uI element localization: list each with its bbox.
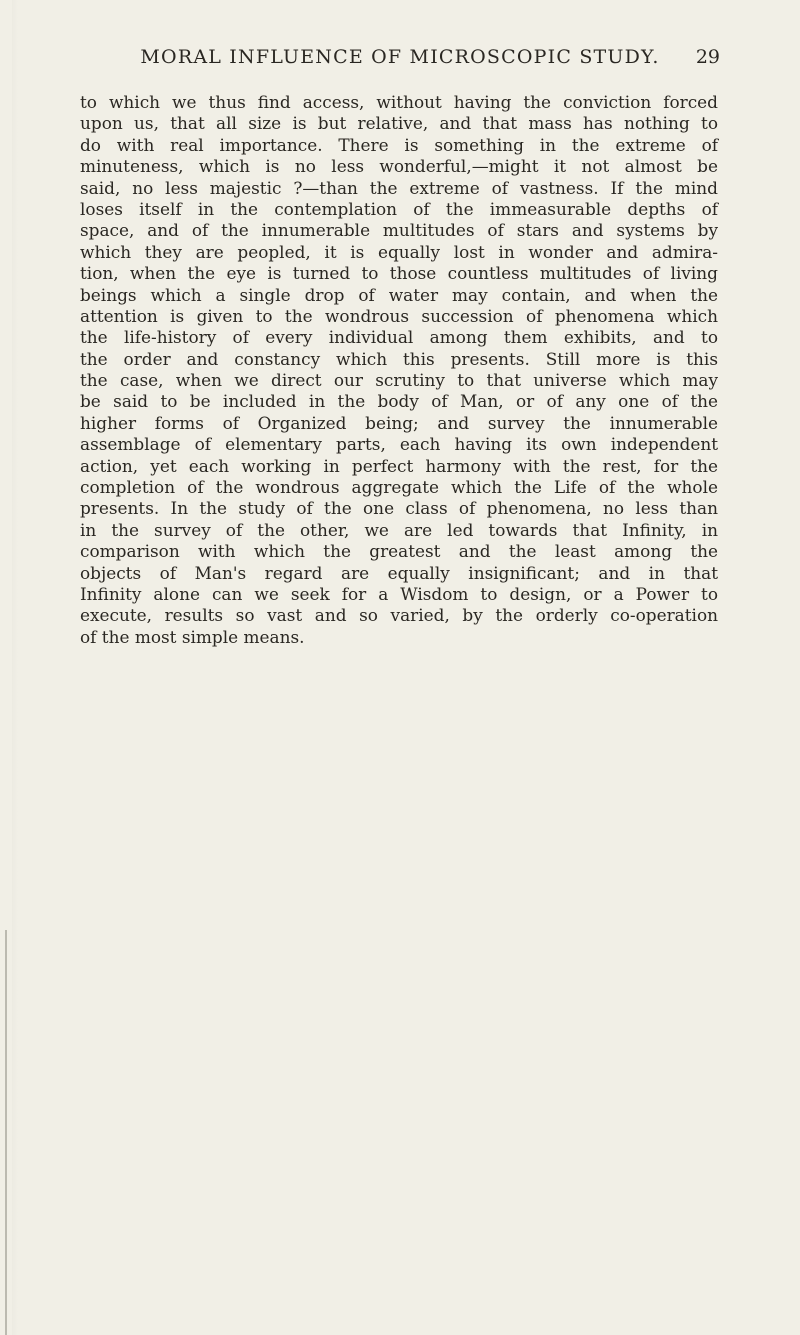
text-line: minuteness, which is no less wonderful,—might it not almost be [80,156,718,177]
text-line: presents. In the study of the one class of phenomena, no less than [80,498,718,519]
page-edge-line [5,930,7,1335]
text-line: loses itself in the contemplation of the immeasurable depths of [80,198,718,219]
text-line: action, yet each working in perfect harmony with the rest, for the [80,455,718,476]
text-line: said, no less majestic ?—than the extreme of vastness. If the mind [80,177,718,198]
text-line: do with real importance. There is something in the extreme of [80,134,718,155]
text-line: Infinity alone can we seek for a Wisdom to design, or a Power to [80,583,718,604]
text-line: space, and of the innumerable multitudes of stars and systems by [80,220,718,241]
text-line: the case, when we direct our scrutiny to that universe which may [80,370,718,391]
text-line: which they are peopled, it is equally lost in wonder and admira- [80,241,718,262]
text-line: tion, when the eye is turned to those countless multitudes of living [80,263,718,284]
text-line: the life-history of every individual among them exhibits, and to [80,327,718,348]
text-line: attention is given to the wondrous succession of phenomena which [80,305,718,326]
text-line: upon us, that all size is but relative, and that mass has nothing to [80,113,718,134]
text-line: to which we thus find access, without having the conviction forced [80,92,718,112]
body-paragraph [80,92,718,648]
text-line: assemblage of elementary parts, each having its own independent [80,434,718,455]
text-line: objects of Man's regard are equally insignificant; and in that [80,562,718,583]
text-line-last: of the most simple means. [80,626,305,647]
page-header [80,40,720,70]
page-number: 29 [695,46,720,68]
text-line: execute, results so vast and so varied, by the orderly co-operation [80,605,718,626]
page-gutter-shadow [12,0,18,1335]
text-line: beings which a single drop of water may contain, and when the [80,284,718,305]
text-line: be said to be included in the body of Man, or of any one of the [80,391,718,412]
text-line: in the survey of the other, we are led towards that Infinity, in [80,519,718,540]
running-head: MORAL INFLUENCE OF MICROSCOPIC STUDY. [140,46,660,68]
text-line: higher forms of Organized being; and survey the innumerable [80,412,718,433]
text-line: completion of the wondrous aggregate which the Life of the whole [80,477,718,498]
text-line: comparison with which the greatest and the least among the [80,541,718,562]
text-line: the order and constancy which this presents. Still more is this [80,348,718,369]
